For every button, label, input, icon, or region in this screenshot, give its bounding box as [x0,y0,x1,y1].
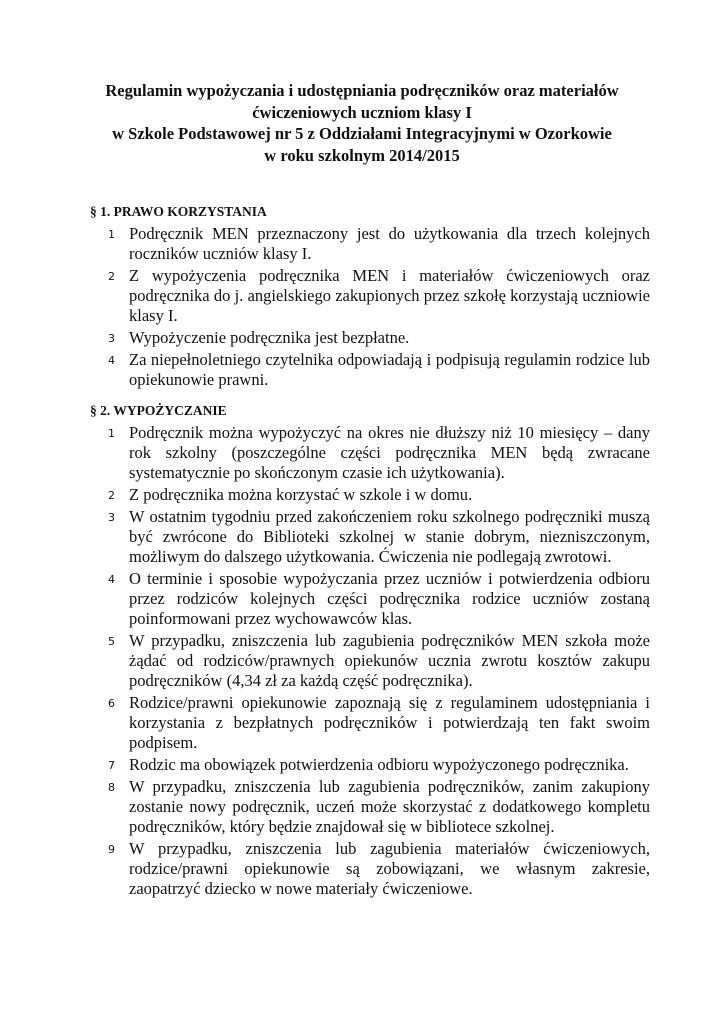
list-item [90,507,650,567]
item-text: Podręcznik MEN przeznaczony jest do użytkowania dla trzech kolejnych roczników uczniów klasy I. [129,224,650,263]
document-title [60,80,664,166]
item-text: W przypadku, zniszczenia lub zagubienia podręczników MEN szkoła może żądać od rodziców/prawnych opiekunów ucznia zwrotu kosztów zakupu podręczników (4,34 zł za każdą część podręcznika). [129,631,650,690]
item-number: 2 [108,270,115,283]
list-item [90,266,650,326]
title-line: Regulamin wypożyczania i udostępniania podręczników oraz materiałów [105,81,619,100]
section-heading: § 1. PRAWO KORZYSTANIA [90,204,267,219]
item-number: 4 [108,354,115,367]
title-line: w Szkole Podstawowej nr 5 z Oddziałami Integracyjnymi w Ozorkowie [112,124,612,143]
item-text: Rodzic ma obowiązek potwierdzenia odbioru wypożyczonego podręcznika. [129,755,629,774]
item-number: 1 [108,427,115,440]
item-text: Z wypożyczenia podręcznika MEN i materiałów ćwiczeniowych oraz podręcznika do j. angielskiego zakupionych przez szkołę korzystają uczniowie klasy I. [129,266,650,325]
section-list [90,423,650,899]
section-heading: § 2. WYPOŻYCZANIE [90,403,227,418]
list-item [90,328,650,348]
list-item [90,350,650,390]
item-number: 2 [108,489,115,502]
list-item [90,224,650,264]
list-item [90,631,650,691]
item-number: 3 [108,511,115,524]
item-text: Podręcznik można wypożyczyć na okres nie dłuższy niż 10 miesięcy – dany rok szkolny (poszczególne części podręcznika MEN będą zwracane systematycznie po skończonym czasie ich użytkowania). [129,423,650,482]
item-number: 1 [108,228,115,241]
item-text: Za niepełnoletniego czytelnika odpowiadają i podpisują regulamin rodzice lub opiekunowie prawni. [129,350,650,389]
item-number: 5 [108,635,115,648]
item-text: W ostatnim tygodniu przed zakończeniem roku szkolnego podręczniki muszą być zwrócone do Biblioteki szkolnej w stanie dobrym, niezniszczonym, możliwym do dalszego użytkowania. Ćwiczenia nie podlegają zwrotowi. [129,507,650,566]
title-line: w roku szkolnym 2014/2015 [264,145,460,165]
list-item [90,569,650,629]
list-item [90,755,650,775]
item-text: W przypadku, zniszczenia lub zagubienia materiałów ćwiczeniowych, rodzice/prawni opiekunowie są zobowiązani, we własnym zakresie, zaopatrzyć dziecko w nowe materiały ćwiczeniowe. [129,839,650,898]
section-prawo-korzystania [90,203,650,392]
item-text: Rodzice/prawni opiekunowie zapoznają się z regulaminem udostępniania i korzystania z bezpłatnych podręczników i potwierdzają ten fakt swoim podpisem. [129,693,650,752]
list-item [90,423,650,483]
item-number: 6 [108,697,115,710]
list-item [90,777,650,837]
section-list [90,224,650,390]
item-number: 3 [108,332,115,345]
list-item [90,693,650,753]
item-number: 7 [108,759,115,772]
item-text: W przypadku, zniszczenia lub zagubienia podręczników, zanim zakupiony zostanie nowy podręcznik, uczeń może skorzystać z dodatkowego kompletu podręczników, który będzie znajdował się w bibliotece szkolnej. [129,777,650,836]
item-text: O terminie i sposobie wypożyczania przez uczniów i potwierdzenia odbioru przez rodziców kolejnych części podręcznika rodzice uczniów zostaną poinformowani przez wychowawców klas. [129,569,650,628]
list-item [90,485,650,505]
item-number: 9 [108,843,115,856]
item-text: Z podręcznika można korzystać w szkole i w domu. [129,485,473,504]
item-text: Wypożyczenie podręcznika jest bezpłatne. [129,328,410,347]
item-number: 4 [108,573,115,586]
section-wypozyczanie [90,402,650,901]
title-line: ćwiczeniowych uczniom klasy I [252,102,472,122]
item-number: 8 [108,781,115,794]
list-item [90,839,650,899]
